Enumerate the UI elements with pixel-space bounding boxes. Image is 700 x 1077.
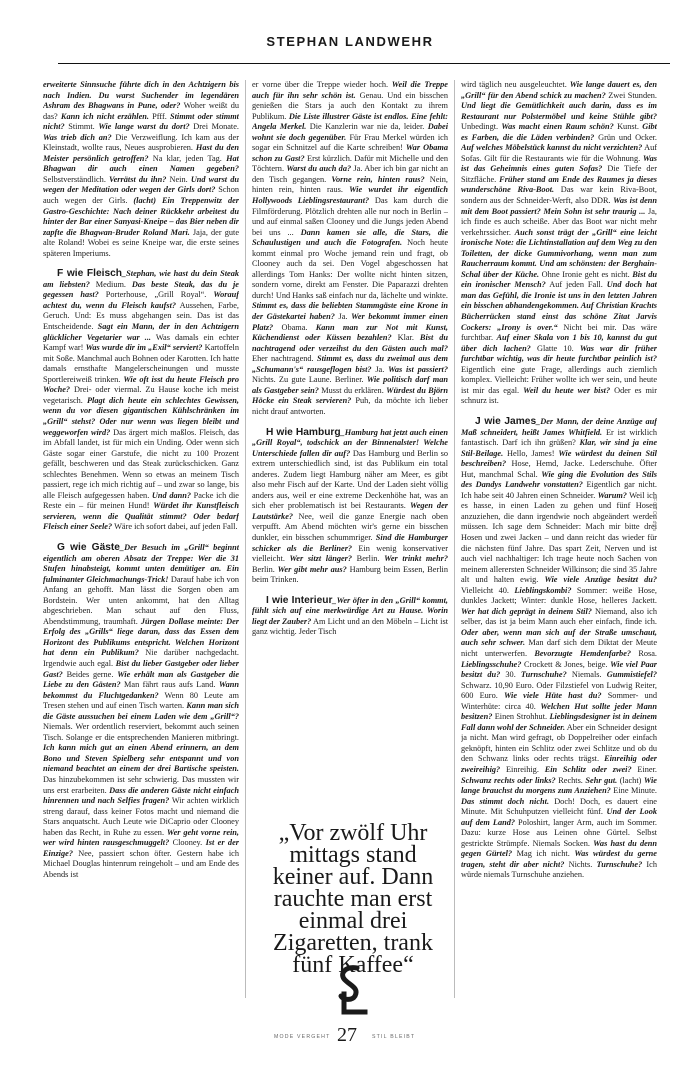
question-text: Jürgen Dollase meinte: Der Erfolg des „Grills“ liege daran, dass das Essen dem Horizont des Publikums entspricht. Welchen Horizont hat denn ein Publikum?: [43, 616, 239, 658]
answer-text: Porterhouse, „Grill Royal“.: [98, 290, 214, 300]
question-text: _Der Mann, der deine Anzüge auf Maß schneidert, heißt James Whitfield.: [461, 416, 657, 437]
question-text: Was ist das Geheimnis eines guten Sofas?: [461, 153, 657, 174]
question-text: Wer trinkt mehr?: [384, 554, 448, 564]
page-header: STEPHAN LANDWEHR: [266, 34, 434, 49]
answer-text: Drei Monate.: [189, 122, 239, 132]
answer-text: Schwarz. 10,90 Euro. Oder Filzstiefel von Ludwig Reiter, 600 Euro.: [461, 680, 657, 701]
answer-text: Unbedingt.: [461, 122, 502, 132]
question-text: Was ist passiert?: [388, 364, 448, 374]
answer-text: Das hinzubekommen ist sehr schwierig. Das mussten wir uns erst erarbeiten.: [43, 775, 239, 795]
question-text: Die Liste illustrer Gäste ist endlos. Eine fehlt: Angela Merkel.: [252, 111, 448, 132]
answer-text: Oder es mir schnurz ist.: [461, 385, 657, 406]
answer-text: Wir achten wirklich streng darauf, dass keiner Fotos macht und niemand die Stars anquatscht. Auch Leute wie DiCaprio oder Clooney haben das Recht, in Ruhe zu essen.: [43, 796, 239, 837]
question-text: Bist du ein ironischer Mensch?: [461, 269, 657, 290]
section-heading: H wie Hamburg: [266, 426, 341, 438]
question-text: _Hamburg hat jetzt auch einen „Grill Royal“, todschick an der Binnenalster! Welche Unterschiede fallen dir auf?: [252, 427, 448, 458]
question-text: Turnschuhe?: [520, 670, 567, 680]
answer-text: Die Tiefe der Sitzfläche.: [461, 164, 657, 184]
question-text: Bist du nachtragend oder verzeihst du den Gästen auch mal?: [252, 333, 448, 353]
question-text: Ein Schlitz oder zwei?: [544, 765, 632, 774]
answer-text: Für Frau Merkel würden ich sogar ein Schnitzel auf die Karte schreiben!: [252, 132, 448, 153]
question-text: Dass die anderen Gäste nicht einfach hinrennen und nach Selfies fragen?: [43, 785, 239, 806]
answer-text: Ohne Ironie geht es nicht.: [539, 269, 633, 279]
question-text: Dabei wohnt sie doch gegenüber.: [252, 122, 448, 142]
answer-text: Beides gerne.: [62, 669, 118, 679]
answer-text: Nee, weil die ganze Energie nach oben verpufft. Am Abend möchten wir's gerne ein bisschen dunkler, ein bisschen schummriger.: [252, 511, 448, 542]
question-text: Weil die Treppe auch für ihn sehr schön ist.: [252, 80, 448, 100]
header-rule: [58, 63, 670, 64]
answer-text: Das war kein Riva-Boot, sondern aus der Schneider-Werft, also DDR.: [461, 185, 657, 206]
question-text: Auch sonst trägt der „Grill“ eine leicht ironische Note: die Lichtinstallation auf dem Weg zu den Toiletten, der dicke Gummivorhang, wenn man zum Raucherraum kommt. Und am schönsten: der Berghain-Schal über der Küche.: [461, 227, 657, 279]
question-text: Dann kamen sie alle, die Stars, die Schaulustigen und auch die Fotografen.: [252, 227, 448, 248]
question-text: Wegen der Lautstärke?: [252, 501, 448, 521]
page-number: 27: [337, 1024, 357, 1046]
question-text: Wann bekommst du Fluchtgedanken?: [43, 680, 239, 700]
answer-text: Woher weißt du das?: [43, 101, 239, 121]
answer-text: Obama.: [273, 322, 316, 332]
answer-text: Niemals.: [566, 670, 607, 680]
question-text: Wie lange brauchst du morgens zum Anziehen?: [461, 775, 657, 796]
question-text: Und der Look auf dem Land?: [461, 807, 657, 827]
answer-text: (lacht): [617, 775, 644, 785]
answer-text: Zwei Stunden.: [605, 90, 657, 100]
answer-text: Eine Minute.: [610, 786, 657, 796]
question-text: Was trieb dich an?: [43, 132, 112, 142]
answer-text: Stimmt.: [64, 122, 99, 132]
question-text: Was wurde dir im „Exil“ serviert?: [85, 343, 203, 353]
answer-text: Packe ich die Reste ein – für meinen Hund!: [43, 490, 239, 511]
question-text: Wie oft isst du heute Fleisch pro Woche?: [43, 374, 239, 395]
question-text: Sehr gut.: [585, 775, 618, 785]
answer-text: Nein, hinten rein, hinten raus.: [252, 174, 448, 195]
section-heading: I wie Interieur: [266, 594, 333, 606]
section-h: [252, 428, 448, 586]
answer-text: Medium.: [89, 279, 132, 289]
answer-text: Hose, Hemd, Jacke. Lederschuhe. Öfter Hut, manchmal Schal.: [461, 459, 657, 479]
question-text: Wer hat dich geprägt in deinem Stil?: [461, 606, 592, 616]
question-text: Bevorzugte Hemdenfarbe?: [534, 648, 632, 658]
question-text: Plagt dich heute ein schlechtes Gewissen, wenn du vor diesen gigantischen Kühlschränken im „Grill“ stehst? Oder nur wenn was liegen bleibt und weggeworfen wird?: [43, 395, 239, 437]
answer-text: Am Licht und an den Möbeln – Licht ist ganz wichtig. Jeder Tisch: [252, 616, 448, 637]
answer-text: Aber ein Schneider designt ja nicht. Man wird gefragt, ob Doppelreiher oder einfach geknöpft, hinten ein Schlitz oder zwei Schlitze und ob du den Schwanz links oder rechts trägst.: [461, 722, 657, 764]
answer-text: Auf Sofas. Gilt für die Restaurants wie für die Wohnung.: [461, 143, 657, 163]
column-divider: [454, 80, 455, 998]
question-text: Wie erhält man als Gastgeber die Liebe zu den Gästen?: [43, 669, 239, 690]
section-heading: F wie Fleisch: [57, 268, 123, 280]
section-g: [43, 543, 239, 881]
answer-text: Darauf habe ich von Anfang an gehofft. Man lässt die Sorgen oben am Bordstein. Wer unten ankommt, hat den Alltag abgeschrieben. Man schaut auf den Fluss, Abendstimmung, traumhaft.: [43, 574, 239, 626]
answer-text: Hamburg beim Essen, Berlin beim Trinken.: [252, 564, 448, 585]
answer-text: Eigentlich eine gute Frage, allerdings auch ziemlich komplex. Vielleicht: Früher wollte ich wer sein, und heute ist mir das egal.: [461, 364, 657, 395]
answer-text: Kartoffeln mit Soße. Manchmal auch Bohnen oder Karotten. Ich hatte damals ernsthafte Mangelerscheinungen und musste Sportlereiweiß trinken.: [43, 343, 239, 384]
question-text: Und warst du wegen der Meditation oder wegen der Girls dort?: [43, 174, 239, 195]
answer-text: Hello, James!: [503, 448, 559, 458]
answer-text: Ja.: [371, 364, 389, 374]
section-i: [252, 596, 448, 638]
question-text: Wer geht vorne rein, wer wird hinten rausgeschmuggelt?: [43, 827, 239, 848]
answer-text: Eher nachtragend.: [252, 354, 317, 364]
question-text: Ist er der Einzige?: [43, 838, 239, 858]
question-text: Sind die Hamburger schicker als die Berliner?: [252, 532, 448, 553]
question-text: Kann man sich die Gäste aussuchen bei einem Laden wie dem „Grill“?: [43, 701, 239, 721]
answer-text: Mag ich nicht.: [512, 849, 575, 859]
question-text: Sagt ein Mann, der in den Achtzigern glücklicher Vegetarier war ...: [43, 322, 239, 342]
answer-text: 30.: [500, 670, 521, 680]
answer-text: Schon auch wegen der Girls.: [43, 185, 239, 206]
answer-text: Pfff.: [148, 111, 170, 121]
answer-text: Niemals. Wer ordentlich reserviert, bekommt auch seinen Tisch. Solange er die entsprechenden Manieren mitbringt.: [43, 722, 239, 742]
answer-text: Ja, ich finde es auch scheiße. Aber das Boot war nicht mehr verkehrssicher.: [461, 206, 657, 237]
answer-text: Berlin.: [252, 564, 278, 574]
question-text: Auf einer Skala von 1 bis 10, kannst du gut über dich lachen?: [461, 333, 657, 353]
answer-text: Auf jeden Fall.: [545, 280, 607, 290]
question-text: Was würdest du gerne tragen, steht dir aber nicht?: [461, 849, 657, 869]
paragraph: [461, 80, 657, 407]
question-text: Wer bekommt immer einen Platz?: [252, 312, 448, 332]
footer-left: MODE VERGEHT: [274, 1034, 331, 1040]
answer-text: Musst du erklären.: [318, 385, 387, 395]
text-column-3: [461, 80, 657, 1054]
section-heading: G wie Gäste: [57, 541, 120, 553]
question-text: Würdest du Björn Höcke ein Steak servieren?: [252, 385, 448, 406]
answer-text: Einen Strohhut.: [492, 712, 550, 722]
answer-text: Weil ich es hasse, in einen Laden zu gehen und fünf Hosen anzuziehen, die dann irgendwie noch abgeändert werden müssen. Ich sage dem Schneider: Mach mir bitte drei Hosen und zwei Jacken – und dann reicht das wieder für die nächsten fünf Jahre. Das spart Zeit, Nerven und ist auch viel nachhaltiger: Ich trage heute noch Sachen von meinem allerersten Schneider Wilkinson; die sind 35 Jahre alt und halten ewig.: [461, 490, 657, 585]
question-text: Kann man zur Not mit Kunst, Küchendienst oder Küssen bezahlen?: [252, 322, 448, 343]
question-text: Wie lange dauert es, den „Grill“ für den Abend schick zu machen?: [461, 80, 657, 100]
question-text: Bist du lieber Gastgeber oder lieber Gast?: [43, 658, 239, 679]
question-text: Wie wurdet ihr eigentlich Hollywoods Lieblingsrestaurant?: [252, 185, 448, 206]
answer-text: Rechts.: [555, 775, 586, 785]
section-j: [461, 417, 657, 881]
answer-text: wird täglich neu ausgeleuchtet.: [461, 80, 570, 89]
question-text: Gummistiefel?: [606, 670, 657, 680]
answer-text: Das ärgert mich maßlos. Fleisch, das im Abfall landet, ist für mich ein Unding. Oder wenn sich Gäste sogar einer Garstufe, die nicht zu 100 Prozent gefällt, beschweren und das Steak zurückschicken. Ganz schlechtes Benehmen. Wenn so etwas an meinem Tisch passiert, rege ich mich richtig auf – und zwar so lange, bis alle Fleisch aufgegessen haben.: [43, 427, 239, 500]
answer-text: Clooney.: [169, 838, 206, 848]
question-text: Warum?: [597, 490, 627, 500]
text-column-2: [252, 80, 448, 810]
answer-text: Jaja, der gute alte Roland! Wobei es seine Kneipe war, die erste seines späteren Imperiums.: [43, 227, 239, 258]
question-text: Weil du heute wer bist?: [523, 385, 611, 395]
answer-text: Die Kanzlerin war nie da, leider.: [306, 122, 428, 132]
question-text: Hast du den Meister persönlich getroffen?: [43, 143, 239, 163]
answer-text: Ja.: [334, 312, 352, 322]
answer-text: Man fährt raus aufs Land.: [120, 680, 219, 690]
question-text: Was macht einen Raum schön?: [501, 122, 614, 132]
answer-text: Noch heute kommt einmal pro Woche jemand rein und fragt, ob Clooney auch da sei. Den Vogel abgeschossen hat allerdings Tom Hanks: Der wollte nicht hinten sitzen, sondern vorne, direkt am Fenster. Die Paparazzi drehten durch! Und Hanks saß einfach nur da, lächelte und winkte.: [252, 238, 448, 300]
answer-text: Poloshirt, langer Arm, auch im Sommer. Dazu: kurze Hose aus Leinen ohne Gürtel. Selbst gestrickte Strümpfe. Niemals Socken.: [461, 817, 657, 848]
answer-text: Nee, passiert schon öfter. Gestern habe ich Michael Douglas hintenrum reingeholt – und am Ende des Abends ist: [43, 848, 239, 879]
answer-text: Genau. Und ein bisschen genießen die Stars ja auch den Kontakt zu ihrem Publikum.: [252, 90, 448, 121]
question-text: Wie politisch darf man als Gastgeber sein?: [252, 375, 448, 395]
question-text: Und dann?: [151, 490, 191, 500]
answer-text: Nie darüber nachgedacht. Irgendwie auch egal.: [43, 648, 239, 668]
answer-text: Vielleicht 40.: [461, 585, 515, 595]
question-text: Turnschuhe?: [596, 859, 643, 869]
question-text: Wie ging die Evolution des Stils des Dandys Landwehr vonstatten?: [461, 469, 657, 490]
question-text: (lacht) Ein Treppenwitz der Gastro-Geschichte: Nach deiner Rückkehr arbeitest du hinter der Bar einer Sanyasi-Kneipe – das Bier neben dir zapfte die Bhagwan-Bruder Roland Mari.: [43, 196, 239, 237]
answer-text: Puh, da möchte ich lieber nicht drauf antworten.: [252, 396, 448, 416]
question-text: _Stephan, wie hast du dein Steak am liebsten?: [43, 269, 239, 289]
question-text: Und doch hat man das Gefühl, die Ironie ist uns in den letzten Jahren ein bisschen abhandengekommen. Auf Christian Krachts Bücherrücken stand einst das schöne Zitat Jarvis Cockers: „Irony is over.“: [461, 280, 657, 332]
answer-text: Glatte 10.: [530, 343, 580, 353]
column-divider: [245, 80, 246, 998]
answer-text: Nein.: [166, 174, 191, 184]
answer-text: Kunst.: [613, 122, 643, 132]
question-text: Das beste Steak, das du je gegessen hast?: [43, 279, 239, 300]
question-text: Lieblingsdesigner ist in deinem Fall dann wohl der Schneider.: [461, 712, 657, 732]
question-text: Worauf achtest du, wenn du Fleisch kaufst?: [43, 290, 239, 310]
paragraph: [252, 80, 448, 418]
question-text: Und liegt die Gemütlichkeit auch darin, dass es im Restaurant nur Polstermöbel und keine Stühle gibt?: [461, 101, 657, 121]
question-text: Was war dir früher furchtbar wichtig, was dir heute furchtbar peinlich ist?: [461, 343, 657, 364]
question-text: Das stimmt doch nicht.: [461, 796, 550, 806]
answer-text: Nicht bei mir. Das wäre furchtbar.: [461, 322, 657, 343]
answer-text: Drei- oder viermal. Zu Hause koche ich meist vegetarisch.: [43, 385, 239, 405]
pull-quote: „Vor zwölf Uhr mittags stand keiner auf. Dann rauchte man erst einmal drei Zigaretten, trank fünf Kaffee“: [272, 820, 434, 978]
question-text: erweiterte Sinnsuche führte dich in den Achtzigern bis nach Indien. Du warst Suchender im legendären Ashram des Bhagwans in Pune, oder?: [43, 80, 239, 111]
answer-text: Ein wenig konservativer vielleicht.: [252, 543, 448, 564]
question-text: Lieblingsschuhe?: [461, 659, 522, 669]
answer-text: Ich würde niemals Turnschuhe anziehen.: [461, 859, 657, 880]
answer-text: Einreihig.: [500, 765, 545, 774]
question-text: Würdet ihr Kunstfleisch servieren, wenn die Qualität stimmt? Oder bedarf Fleisch einer Seele?: [43, 501, 239, 532]
question-text: War Obama schon zu Gast?: [252, 143, 448, 163]
section-f: [43, 269, 239, 533]
answer-text: Berlin.: [352, 554, 385, 564]
answer-text: Selbstverständlich.: [43, 174, 110, 184]
answer-text: Ja. Aber ich bin gar nicht an den Tisch gegangen.: [252, 164, 448, 184]
answer-text: Niemand, also ich selber, das ist ja beim Mann auch eher einfach, finde ich.: [461, 606, 657, 627]
question-text: Wie viele Anzüge besitzt du?: [544, 575, 657, 585]
question-text: Wie lange warst du dort?: [98, 122, 190, 132]
question-text: Stimmt es, dass die beliebten Stammgäste eine Krone in der Gästekartei haben?: [252, 301, 448, 322]
question-text: Stimmt oder stimmt nicht?: [43, 111, 239, 132]
question-text: Was ist denn mit dem Boot passiert? Mein Sohn ist sehr traurig ...: [461, 196, 657, 216]
question-text: Wie würdest du deinen Stil beschreiben?: [461, 448, 657, 469]
answer-text: Aussehen, Farbe, Geruch. Und: Es muss abgehangen sein. Das ist das Entscheidende.: [43, 300, 239, 332]
answer-text: Erst kürzlich. Dafür mit Michelle und den Töchtern.: [252, 153, 448, 174]
photo-credit: FOTO: dpa: [651, 498, 657, 532]
question-text: Hat Bhagwan dir auch einen Namen gegeben?: [43, 153, 239, 174]
answer-text: Das Hamburg und Berlin so extrem unterschiedlich sind, ist das Publikum ein total anderes. Zudem liegt Hamburg näher am Meer, es gibt also mehr Fisch auf der Karte. Und der Laden sieht völlig anders aus, weil er eine extreme Deckenhöhe hat, was an sich eher problematisch ist bei Restaurants.: [252, 448, 448, 511]
footer-right: STIL BLEIBT: [372, 1034, 416, 1040]
question-text: Kann ich nicht erzählen.: [60, 111, 149, 121]
question-text: Verrätst du ihn?: [109, 174, 167, 184]
grill-royal-logo-icon: [333, 964, 369, 1016]
question-text: Auf welches Möbelstück kannst du nicht verzichten?: [461, 143, 643, 153]
question-text: _Wer öfter in den „Grill“ kommt, fühlt sich auf eine merkwürdige Art zu Hause. Worin liegt der Zauber?: [252, 595, 448, 626]
answer-text: Er ist wirklich fantastisch. Darf ich ihn grüßen?: [461, 427, 657, 448]
question-text: Früher stand am Ende des Raumes ja dieses wunderschöne Riva-Boot.: [461, 174, 657, 195]
answer-text: Crockett & Jones, beige.: [521, 659, 611, 669]
answer-text: Klar.: [391, 333, 420, 343]
question-text: _Der Besuch im „Grill“ beginnt eigentlich am oberen Absatz der Treppe: Wer die 31 Stufen hinabsteigt, kommt unten demütiger an. Ein fulminanter Gleichmachungs-Trick!: [43, 542, 239, 584]
answer-text: Sommer- und Winterhüte: circa 40.: [461, 691, 657, 711]
answer-text: Nichts. Zu gute Laune. Berliner.: [252, 375, 367, 385]
question-text: Warst du auch da?: [286, 164, 352, 174]
answer-text: Was damals ein echter Kampf war!: [43, 332, 239, 353]
question-text: Gibt es Farben, die die Läden verbinden?: [461, 122, 657, 142]
answer-text: Das kam durch die Filmförderung. Plötzlich drehten alle nur noch in Berlin – und auf einmal saßen Clooney und die Jungs jeden Abend bei uns ...: [252, 196, 448, 237]
question-text: Wer gibt mehr aus?: [277, 564, 347, 574]
answer-text: Eigentlich gar nicht. Ich habe seit 40 Jahren einen Schneider.: [461, 480, 657, 500]
paragraph: [43, 80, 239, 259]
answer-text: Nichts.: [564, 859, 597, 869]
question-text: Was hast du denn gegen Gürtel?: [461, 838, 657, 859]
answer-text: Sommer: weiße Hose, dunkles Jackett; Winter: dunkle Hose, helleres Jackett.: [461, 585, 657, 606]
question-text: Wer sitzt länger?: [289, 554, 353, 564]
answer-text: Doch! Doch, es dauert eine Minute. Mit Schuhputzen vielleicht fünf.: [461, 796, 657, 817]
question-text: Wie viel Paar besitzt du?: [461, 659, 657, 680]
answer-text: Wäre ich sofort dabei, auf jeden Fall.: [112, 522, 238, 532]
answer-text: Man darf sich dem Diktat der Meute nicht unterwerfen.: [461, 638, 657, 658]
question-text: Wie viele Hüte hast du?: [503, 691, 602, 701]
question-text: Ich kann mich gut an einen Abend erinnern, an dem Bono und Steven Spielberg sehr entspannt und von niemand beachtet an einem der drei Bartische speisten.: [43, 743, 239, 774]
question-text: Vorne rein, hinten raus?: [331, 174, 425, 184]
answer-text: Na klar, jeden Tag.: [148, 153, 227, 163]
question-text: Einreihig oder zweireihig?: [461, 754, 657, 774]
question-text: Welchen Hut sollte jeder Mann besitzen?: [461, 701, 657, 722]
answer-text: Einer.: [631, 765, 657, 774]
question-text: Oder aber, wenn man sich auf der Straße umschaut, auch sehr schwer.: [461, 627, 657, 648]
answer-text: er vorne über die Treppe wieder hoch.: [252, 80, 392, 89]
text-column-1: [43, 80, 239, 1054]
answer-text: Rosa.: [631, 648, 657, 658]
answer-text: Wenn 80 Leute am Tresen stehen und auf einen Tisch warten.: [43, 690, 239, 711]
section-heading: J wie James: [475, 415, 537, 427]
question-text: Schwanz rechts oder links?: [461, 775, 556, 785]
answer-text: Grün und Ocker.: [594, 132, 657, 142]
question-text: Klar, wir sind ja eine Stil-Beilage.: [461, 438, 657, 458]
question-text: Stimmt es, dass du zweimal aus dem „Schumann's“ rausgeflogen bist?: [252, 354, 448, 374]
question-text: Lieblingskombi?: [514, 585, 572, 595]
answer-text: Die Verzweiflung. Ich kam aus der Kleinstadt, wollte raus, Neues ausprobieren.: [43, 132, 239, 153]
